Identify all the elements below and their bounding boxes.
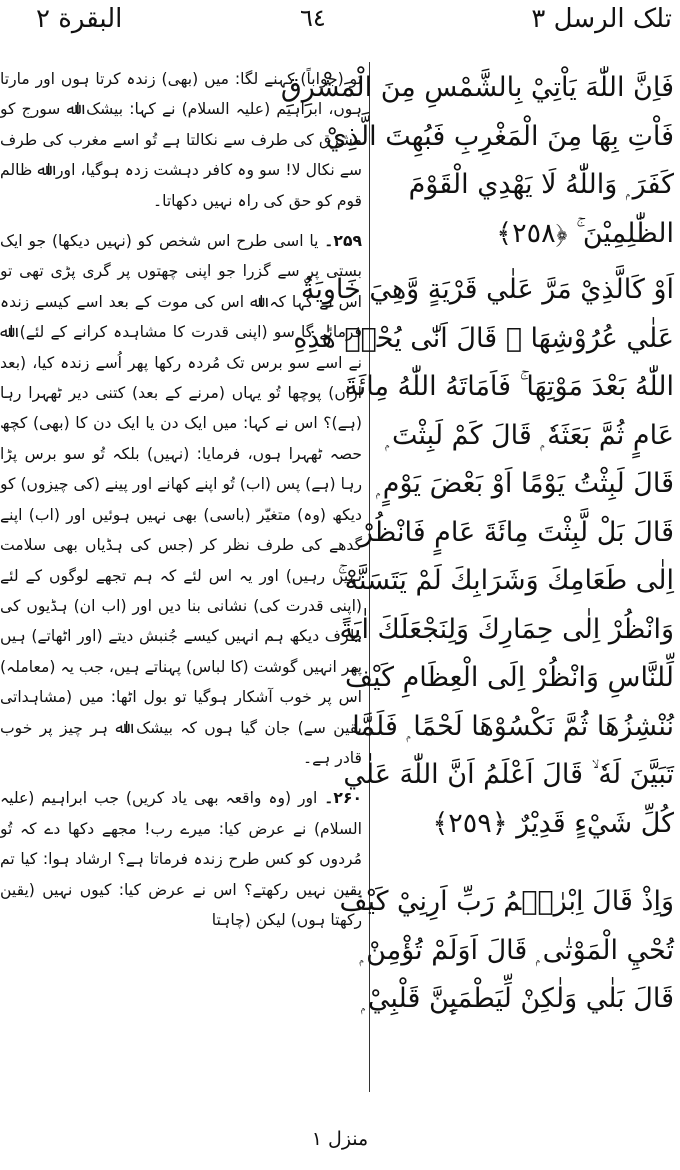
verse-number-259: ۲۵۹۔ [324,232,362,251]
translation-260-text: اور (وہ واقعہ بھی یاد کریں) جب ابراہیم (علیہ السلام) نے عرض کیا: میرے رب! مجھے دکھا دے کہ تُو مُردوں کو کس طرح زندہ فرماتا ہے؟ ارشاد ہوا: کیا تم یقین نہیں رکھتے؟ اس نے عرض کیا: کیوں نہیں (یقین رکھتا ہوں) لیکن (چاہتا [0,789,362,929]
ayah-line: قَالَ بَلٰي وَلٰكِنْ لِّيَطْمَىِٕنَّ قَلْبِيْ ۭ [361,983,674,1014]
ayah-line: قَالَ لَبِثْتُ يَوْمًا اَوْ بَعْضَ يَوْمٍ ۭ [376,468,674,499]
ayah-line: عَامٍ ثُمَّ بَعَثَهٗ ۭ قَالَ كَمْ لَبِثْتَ ۭ [385,419,674,451]
manzil-footer: منزل ۱ [311,1128,369,1150]
ayah-line: لِّلنَّاسِ وَانْظُرْ اِلَى الْعِظَامِ كَيْفَ [345,662,674,693]
ayah-line: فَاْتِ بِهَا مِنَ الْمَغْرِبِ فَبُهِتَ الَّذِيْ [325,120,674,152]
ayah-line: تَبَيَّنَ لَهٗ ۙ قَالَ اَعْلَمُ اَنَّ اللّٰهَ عَلٰي [343,759,674,790]
ayah-line: اِلٰى طَعَامِكَ وَشَرَابِكَ لَمْ يَتَسَنَّهْ ۚ [337,565,674,596]
ayah-line: تُحْيِ الْمَوْتٰى ۭ قَالَ اَوَلَمْ تُؤْمِنْ ۭ [359,934,674,966]
ayah-line: عَلٰي عُرُوْشِهَا ۚ قَالَ اَنّٰى يُحْيٖ هٰذِهِ [293,322,674,354]
ayah-line: كَفَرَ ۭ وَاللّٰهُ لَا يَهْدِي الْقَوْمَ [408,169,674,200]
ayah-line: فَاِنَّ اللّٰهَ يَاْتِيْ بِالشَّمْسِ مِنَ الْمَشْرِقِ [280,72,674,103]
translation-260 [0,783,362,935]
ayah-line: كُلِّ شَيْءٍ قَدِيْرٌ ﴿٢٥٩﴾ [432,807,674,839]
verse-number-260: ۲۶۰۔ [324,789,362,808]
page-header [0,0,680,48]
ayah-line: اللّٰهُ بَعْدَ مَوْتِهَا ۚ فَاَمَاتَهُ اللّٰهُ مِائَةَ [344,371,674,402]
translation-258: تو (جواباً) کہنے لگا: میں (بھی) زندہ کرتا ہوں اور مارتا ہوں، ابراہیم (علیہ السلام) نے کہا: بیشک اﷲ سورج کو مشرق کی طرف سے نکالتا ہے تُو اسے مغرب کی طرف سے نکال لا! سو وہ کافر دہشت زدہ ہوگیا، اور اﷲ ظالم قوم کو حق کی راہ نہیں دکھاتا۔ [0,70,362,210]
page-number: ٦٤ [300,4,326,32]
ayah-line: وَانْظُرْ اِلٰى حِمَارِكَ وَلِنَجْعَلَكَ اٰيَةً [339,613,674,645]
ayah-line: اَوْ كَالَّذِيْ مَرَّ عَلٰي قَرْيَةٍ وَّهِيَ خَاوِيَةٌ [300,274,674,305]
ayah-line: نُنْشِزُهَا ثُمَّ نَكْسُوْهَا لَحْمًا ۭ فَلَمَّا [352,710,674,742]
ayah-line: قَالَ بَلْ لَّبِثْتَ مِائَةَ عَامٍ فَانْظُرْ [359,516,674,548]
surah-name-header: البقرة ٢ [36,4,123,34]
ayah-line: وَاِذْ قَالَ اِبْرٰھٖمُ رَبِّ اَرِنِيْ كَيْفَ [339,886,674,917]
juz-name-header: تلک الرسل ۳ [531,4,672,34]
urdu-translation-column [0,64,362,935]
ayah-line: الظّٰلِمِيْنَ ۚ ﴿٢٥٨﴾ [496,217,674,249]
ayah-260-block [339,878,674,1024]
translation-259-text: یا اسی طرح اس شخص کو (نہیں دیکھا) جو ایک بستی پر سے گزرا جو اپنی چھتوں پر گری پڑی تھی تو اس نے کہا کہ اﷲ اس کی موت کے بعد اسے کیسے زندہ فرمائے گا سو (اپنی قدرت کا مشاہدہ کرانے کے لئے) اﷲ نے اسے سو برس تک مُردہ رکھا پھر اُسے زندہ کیا، (بعد ازاں) پوچھا تُو یہاں (مرنے کے بعد) کتنی دیر ٹھہرا رہا (ہے)؟ اس نے کہا: میں ایک دن یا ایک دن کا (بھی) کچھ حصہ ٹھہرا ہوں، فرمایا: (نہیں) بلکہ تُو سو برس پڑا رہا (ہے) پس (اب) تُو اپنے کھانے اور پینے (کی چیزوں) کو دیکھ (وہ) متغیّر (باسی) بھی نہیں ہوئیں اور (اب) اپنے گدھے کی طرف نظر کر (جس کی ہڈیاں بھی سلامت نہیں رہیں) اور یہ اس لئے کہ ہم تجھے لوگوں کے لئے (اپنی قدرت کی) نشانی بنا دیں اور (اب ان) ہڈیوں کی طرف دیکھ ہم انہیں کیسے جُنبش دیتے (اور اٹھاتے) ہیں پھر انہیں گوشت (کا لباس) پہناتے ہیں، جب یہ (معاملہ) اس پر خوب آشکار ہوگیا تو بول اٹھا: میں (مشاہداتی یقین سے) جان گیا ہوں کہ بیشک اﷲ ہر چیز پر خوب قادر ہے۔ [0,232,362,767]
